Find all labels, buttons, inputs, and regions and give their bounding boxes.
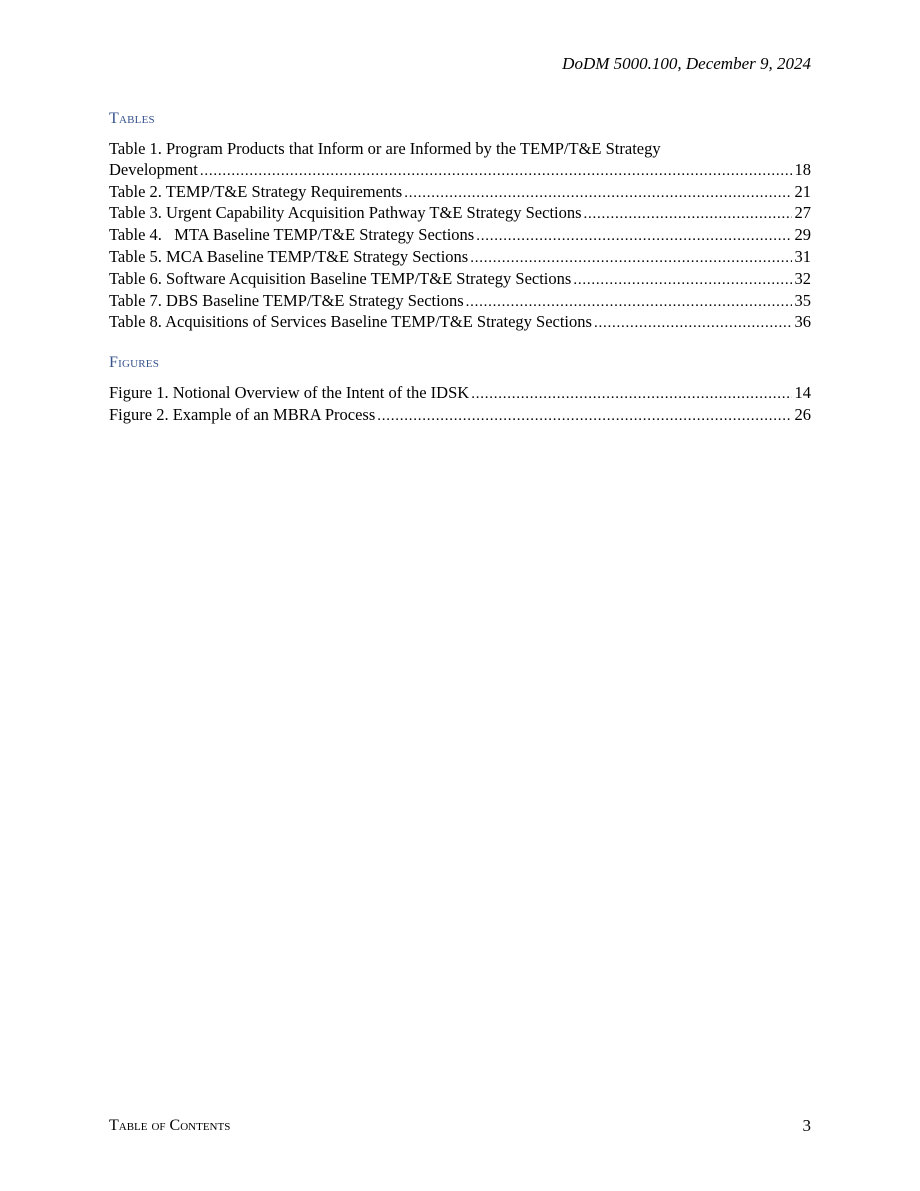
toc-entry-table-7[interactable] <box>109 291 811 313</box>
footer-page-number: 3 <box>802 1116 811 1135</box>
toc-entry-page: 29 <box>794 225 811 245</box>
toc-entry-page: 35 <box>794 290 811 310</box>
dot-leader <box>584 203 792 225</box>
toc-entry-table-3[interactable] <box>109 203 811 225</box>
toc-entry-first-line <box>109 139 811 160</box>
footer-section-name: Table of Contents <box>109 1117 231 1134</box>
figures-heading: Figures <box>109 354 160 372</box>
toc-entry-title: Table 3. Urgent Capability Acquisition Pathway T&E Strategy Sections <box>109 203 582 223</box>
toc-entry-table-5[interactable] <box>109 247 811 269</box>
toc-entry-figure-2[interactable] <box>109 405 811 427</box>
toc-entry-table-2[interactable] <box>109 182 811 204</box>
toc-entry-title: Table 4. MTA Baseline TEMP/T&E Strategy Sections <box>109 225 475 245</box>
toc-entry-page: 21 <box>794 181 811 201</box>
tables-heading: Tables <box>109 110 155 127</box>
dot-leader <box>594 312 792 334</box>
toc-entry-page: 31 <box>794 246 811 266</box>
running-header: DoDM 5000.100, December 9, 2024 <box>562 54 811 73</box>
toc-entry-page: 27 <box>794 203 811 223</box>
toc-entry-title: Table 2. TEMP/T&E Strategy Requirements <box>109 181 403 201</box>
toc-entry-table-6[interactable] <box>109 269 811 291</box>
toc-entry-page: 36 <box>794 312 811 332</box>
toc-entry-table-4[interactable] <box>109 225 811 247</box>
toc-entry-second-line <box>109 160 811 182</box>
toc-entry-page: 32 <box>794 268 811 288</box>
toc-entry-title: Table 7. DBS Baseline TEMP/T&E Strategy Sections <box>109 290 464 310</box>
toc-entry-title-part1: Table 1. Program Products that Inform or are Informed by the TEMP/T&E Strategy <box>109 139 661 158</box>
toc-entry-table-8[interactable] <box>109 312 811 334</box>
toc-entry-title: Figure 2. Example of an MBRA Process <box>109 404 376 424</box>
toc-entry-title: Figure 1. Notional Overview of the Intent of the IDSK <box>109 383 470 403</box>
list-of-tables-and-figures <box>109 108 811 427</box>
dot-leader <box>471 383 791 405</box>
dot-leader <box>377 405 791 427</box>
toc-entry-title-part2: Development <box>109 159 198 179</box>
toc-entry-title: Table 6. Software Acquisition Baseline TEMP/T&E Strategy Sections <box>109 268 572 288</box>
dot-leader <box>573 269 791 291</box>
toc-entry-page: 18 <box>794 159 811 179</box>
toc-entry-title: Table 5. MCA Baseline TEMP/T&E Strategy Sections <box>109 246 469 266</box>
dot-leader <box>466 291 792 313</box>
dot-leader <box>470 247 791 269</box>
dot-leader <box>404 182 791 204</box>
toc-entry-title: Table 8. Acquisitions of Services Baseline TEMP/T&E Strategy Sections <box>109 312 592 332</box>
toc-entry-page: 14 <box>794 383 811 403</box>
toc-entry-figure-1[interactable] <box>109 383 811 405</box>
toc-entry-table-1[interactable] <box>109 139 811 182</box>
dot-leader <box>476 225 791 247</box>
dot-leader <box>200 160 792 182</box>
toc-entry-page: 26 <box>794 404 811 424</box>
